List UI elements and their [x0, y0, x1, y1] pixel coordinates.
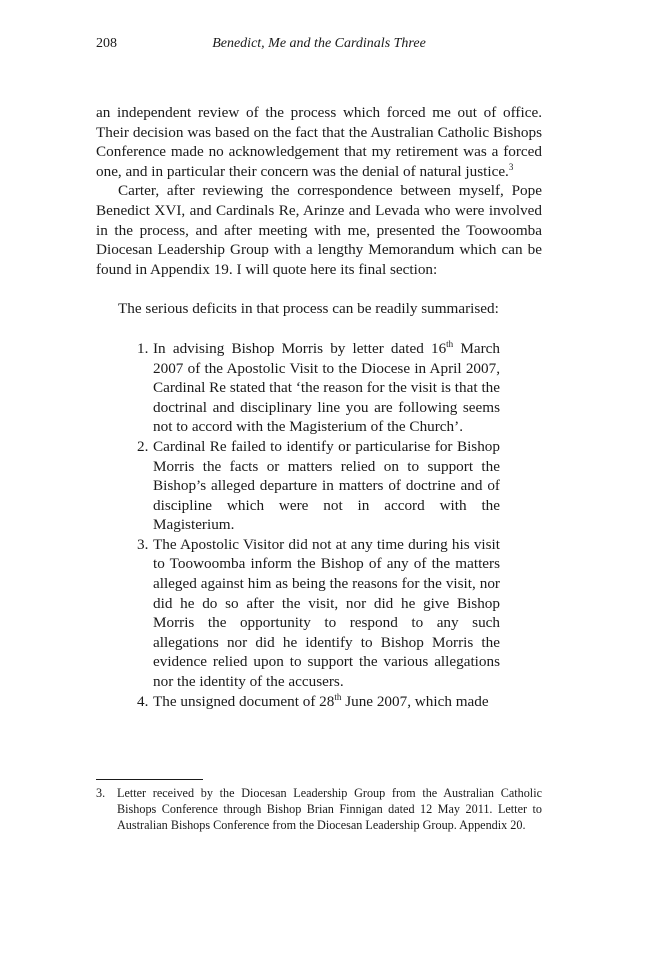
body-text [96, 103, 542, 711]
page-header [96, 36, 542, 56]
paragraph-1 [96, 103, 542, 181]
footnote-text: Letter received by the Diocesan Leadership Group from the Australian Catholic Bishops Conference through Bishop Brian Finnigan dated 12 May 2011. Letter to Australian Bishops Conference from the Diocesan Leadership Group. Appendix 20. [117, 786, 542, 832]
list-item [137, 437, 500, 535]
superscript: th [446, 338, 454, 349]
footnote-divider [96, 779, 203, 780]
quote-intro: The serious deficits in that process can be readily summarised: [118, 300, 499, 318]
list-item-text-cont: June 2007, which made [341, 692, 489, 710]
list-item-number: 1. [137, 339, 149, 357]
list-item-text: Cardinal Re failed to identify or particularise for Bishop Morris the facts or matters relied on to support the Bishop’s alleged departure in matters of doctrine and of discipline which were not in accord with the Magisterium. [153, 437, 500, 534]
quote-list [96, 339, 542, 711]
list-item [137, 338, 500, 437]
list-item [137, 535, 500, 692]
list-item [137, 691, 500, 712]
paragraph-2: Carter, after reviewing the correspondence between myself, Pope Benedict XVI, and Cardinals Re, Arinze and Levada who were involved in the process, and after meeting with me, presented the Toowoomba Diocesan Leadership Group with a lengthy Memorandum which can be found in Appendix 19. I will quote here its final section: [96, 182, 542, 278]
list-item-text: The unsigned document of 28 [153, 692, 335, 710]
footnote-number: 3. [96, 786, 106, 800]
paragraph-1-text: an independent review of the process which forced me out of office. Their decision was based on the fact that the Australian Catholic Bishops Conference made no acknowledgement that my retirement was a forced one, and in particular their concern was the denial of natural justice. [96, 104, 542, 180]
running-title: Benedict, Me and the Cardinals Three [212, 36, 426, 51]
page-number: 208 [96, 36, 117, 51]
list-item-text-cont: March 2007 of the Apostolic Visit to the Diocese in April 2007, Cardinal Re stated that ‘the reason for the visit is that the doctrinal and disciplinary line you are following seems not to accord with the Magisterium of the Church’. [153, 339, 500, 436]
list-item-text: The Apostolic Visitor did not at any time during his visit to Toowoomba inform the Bishop of any of the matters alleged against him as being the reasons for the visit, nor did he do so after the visit, nor did he give Bishop Morris the opportunity to respond to any such allegations nor did he identify to Bishop Morris the evidence relied upon to support the various allegations nor the identity of the accusers. [153, 535, 500, 691]
list-item-number: 4. [137, 692, 149, 710]
list-item-number: 3. [137, 535, 149, 553]
list-item-number: 2. [137, 437, 149, 455]
footnote [96, 785, 542, 833]
footnote-reference: 3 [508, 161, 514, 172]
list-item-text: In advising Bishop Morris by letter dated 16 [153, 339, 447, 357]
superscript: th [334, 691, 342, 702]
